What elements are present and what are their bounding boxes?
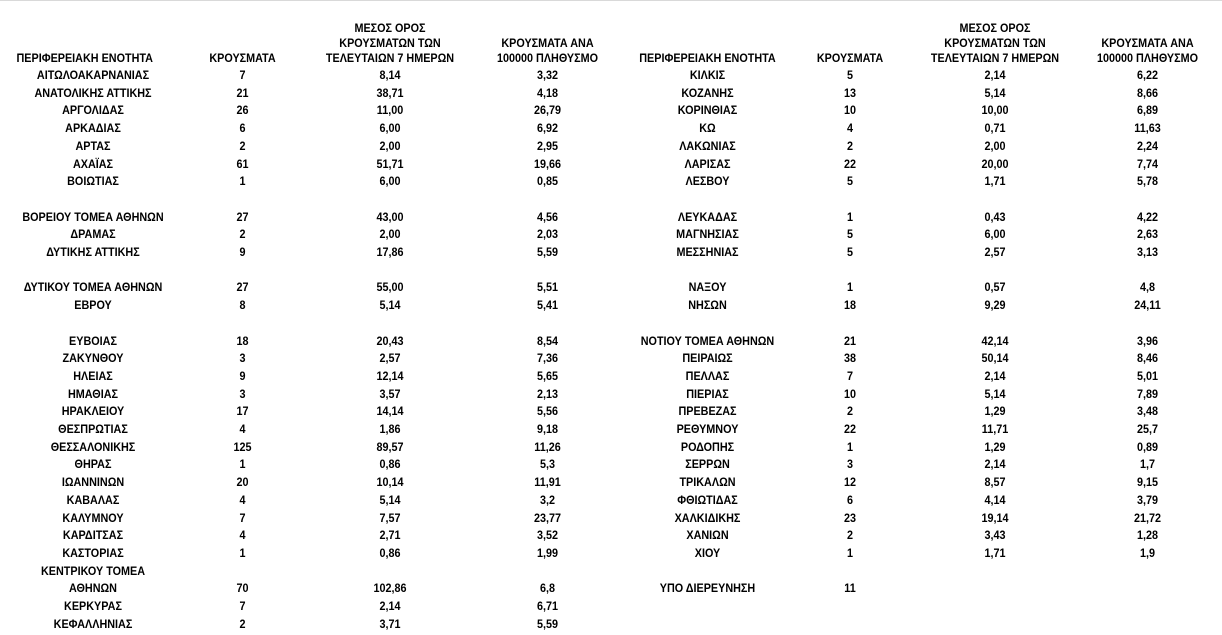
table-cell-avg: 2,71 bbox=[379, 528, 401, 543]
column-header-line: ΜΕΣΟΣ ΟΡΟΣ bbox=[959, 21, 1031, 35]
table-cell-cases: 12 bbox=[843, 475, 857, 490]
table-cell-per100k: 5,41 bbox=[536, 298, 559, 313]
table-cell-avg: 6,00 bbox=[379, 121, 401, 136]
table-cell-cases: 11 bbox=[844, 581, 856, 596]
table-cell-avg: 3,57 bbox=[379, 386, 401, 401]
table-cell-cases: 61 bbox=[236, 156, 249, 171]
table-cell-per100k: 7,74 bbox=[1136, 156, 1159, 171]
table-cell-cases: 18 bbox=[843, 298, 857, 313]
column-header bbox=[17, 0, 170, 66]
column-header bbox=[487, 0, 609, 66]
table-cell-name: ΣΕΡΡΩΝ bbox=[685, 457, 730, 472]
column-header-line: ΚΡΟΥΣΜΑΤΑ bbox=[209, 51, 276, 65]
table-cell-per100k: 3,13 bbox=[1136, 245, 1159, 259]
table-cell-name: ΖΑΚΥΝΘΟΥ bbox=[62, 351, 124, 366]
table-cell-per100k: 8,54 bbox=[536, 333, 559, 348]
table-cell-cases: 2 bbox=[846, 404, 854, 419]
table-cell-name: ΠΡΕΒΕΖΑΣ bbox=[678, 404, 737, 419]
table-cell-avg: 17,86 bbox=[376, 245, 404, 259]
column-header bbox=[805, 0, 895, 66]
table-cell-name: ΘΕΣΣΑΛΟΝΙΚΗΣ bbox=[50, 439, 136, 454]
table-cell-cases: 8 bbox=[239, 298, 246, 313]
table-cell-cases: 1 bbox=[239, 457, 246, 472]
table-cell-name: ΠΕΛΛΑΣ bbox=[685, 368, 730, 383]
table-cell-per100k: 21,72 bbox=[1133, 510, 1162, 525]
table-cell-avg: 7,57 bbox=[379, 510, 401, 525]
table-cell-avg: 1,71 bbox=[984, 545, 1006, 560]
table-cell-avg: 89,57 bbox=[376, 439, 404, 454]
table-cell-avg: 0,86 bbox=[379, 545, 401, 560]
table-cell-cases: 4 bbox=[239, 422, 246, 436]
table-cell-cases: 10 bbox=[843, 386, 857, 401]
table-cell-cases: 1 bbox=[239, 174, 246, 189]
table-cell-avg: 55,00 bbox=[376, 280, 404, 295]
table-cell-name: ΛΕΣΒΟΥ bbox=[685, 174, 730, 189]
table-cell-cases: 1 bbox=[846, 545, 854, 560]
table-cell-cases: 2 bbox=[239, 227, 246, 242]
table-cell-per100k: 3,48 bbox=[1136, 404, 1159, 419]
table-cell-name: ΛΑΚΩΝΙΑΣ bbox=[679, 138, 736, 153]
table-cell-name: ΘΕΣΠΡΩΤΙΑΣ bbox=[58, 422, 128, 436]
table-cell-name: ΑΧΑΪΑΣ bbox=[72, 156, 114, 171]
table-cell-avg: 1,29 bbox=[984, 404, 1006, 419]
table-cell-per100k: 1,9 bbox=[1139, 545, 1156, 560]
table-cell-name: ΚΕΡΚΥΡΑΣ bbox=[64, 599, 122, 613]
table-cell-cases: 38 bbox=[843, 351, 857, 366]
table-cell-cases: 27 bbox=[236, 280, 249, 295]
table-cell-per100k: 7,89 bbox=[1136, 386, 1159, 401]
table-cell-avg: 10,14 bbox=[376, 475, 404, 490]
table-cell-per100k: 6,89 bbox=[1136, 103, 1159, 118]
table-cell-per100k: 23,77 bbox=[533, 510, 562, 525]
table-cell-cases: 1 bbox=[239, 545, 246, 560]
table-cell-per100k: 5,78 bbox=[1136, 174, 1159, 189]
table-cell-name: ΚΑΡΔΙΤΣΑΣ bbox=[62, 528, 124, 543]
table-cell-per100k: 25,7 bbox=[1136, 422, 1159, 436]
column-header-line: ΤΕΛΕΥΤΑΙΩΝ 7 ΗΜΕΡΩΝ bbox=[325, 51, 455, 65]
table-cell-cases: 5 bbox=[846, 68, 854, 82]
table-cell-per100k: 5,56 bbox=[536, 404, 559, 419]
table-cell-name: ΑΝΑΤΟΛΙΚΗΣ ΑΤΤΙΚΗΣ bbox=[34, 85, 152, 100]
table-cell-per100k: 2,03 bbox=[536, 227, 559, 242]
table-cell-avg: 19,14 bbox=[981, 510, 1009, 525]
table-cell-per100k: 8,66 bbox=[1136, 85, 1159, 100]
table-cell-name: ΧΙΟΥ bbox=[694, 545, 721, 560]
table-cell-avg: 1,29 bbox=[984, 439, 1006, 454]
table-cell-name: ΘΗΡΑΣ bbox=[74, 457, 112, 472]
table-cell-per100k: 5,65 bbox=[536, 368, 559, 383]
table-cell-avg: 2,14 bbox=[379, 599, 401, 613]
table-cell-cases: 4 bbox=[239, 528, 246, 543]
column-header-line: ΜΕΣΟΣ ΟΡΟΣ bbox=[354, 21, 426, 35]
table-cell-per100k: 19,66 bbox=[533, 156, 562, 171]
table-cell-cases: 2 bbox=[239, 616, 246, 631]
table-cell-avg: 2,00 bbox=[379, 227, 401, 242]
table-cell-cases: 17 bbox=[236, 404, 249, 419]
table-cell-name: ΑΙΤΩΛΟΑΚΑΡΝΑΝΙΑΣ bbox=[36, 68, 150, 82]
table-cell-per100k: 4,18 bbox=[536, 85, 559, 100]
table-cell-name: ΕΒΡΟΥ bbox=[74, 298, 112, 313]
table-cell-name: ΥΠΟ ΔΙΕΡΕΥΝΗΣΗ bbox=[659, 581, 756, 596]
table-cell-cases: 70 bbox=[236, 581, 249, 596]
table-cell-avg: 2,57 bbox=[984, 245, 1006, 259]
table-cell-cases: 22 bbox=[843, 422, 857, 436]
column-header bbox=[200, 0, 286, 66]
table-cell-name: ΧΑΛΚΙΔΙΚΗΣ bbox=[674, 510, 741, 525]
table-cell-name: ΦΘΙΩΤΙΔΑΣ bbox=[677, 492, 738, 507]
table-cell-avg: 43,00 bbox=[376, 209, 404, 224]
table-cell-per100k: 3,32 bbox=[536, 68, 559, 82]
table-cell-avg: 8,57 bbox=[984, 475, 1006, 490]
table-cell-per100k: 24,11 bbox=[1134, 298, 1161, 313]
table-cell-per100k: 1,28 bbox=[1136, 528, 1159, 543]
table-cell-avg: 0,43 bbox=[984, 209, 1006, 224]
table-cell-avg: 2,14 bbox=[984, 368, 1006, 383]
table-cell-name: ΝΗΣΩΝ bbox=[688, 298, 727, 313]
column-header bbox=[629, 0, 787, 66]
table-cell-avg: 3,43 bbox=[984, 528, 1006, 543]
table-cell-per100k: 7,36 bbox=[536, 351, 559, 366]
table-cell-name: ΑΡΤΑΣ bbox=[75, 138, 111, 153]
table-cell-avg: 2,00 bbox=[379, 138, 401, 153]
table-cell-name: ΗΛΕΙΑΣ bbox=[73, 368, 113, 383]
table-cell-cases: 22 bbox=[843, 156, 857, 171]
table-cell-avg: 0,57 bbox=[984, 280, 1006, 295]
table-cell-cases: 5 bbox=[846, 245, 854, 259]
table-cell-cases: 1 bbox=[846, 209, 854, 224]
table-cell-cases: 7 bbox=[239, 510, 246, 525]
table-cell-cases: 9 bbox=[239, 245, 246, 259]
table-cell-avg: 2,57 bbox=[379, 351, 401, 366]
table-cell-per100k: 0,89 bbox=[1136, 439, 1159, 454]
column-header-line: ΚΡΟΥΣΜΑΤΑ ΑΝΑ bbox=[501, 36, 594, 50]
table-cell-per100k: 6,92 bbox=[536, 121, 559, 136]
table-cell-name: ΚΕΝΤΡΙΚΟΥ ΤΟΜΕΑ bbox=[40, 563, 146, 578]
table-cell-name: ΔΥΤΙΚΗΣ ΑΤΤΙΚΗΣ bbox=[46, 245, 140, 259]
table-cell-avg: 4,14 bbox=[984, 492, 1006, 507]
table-cell-per100k: 2,63 bbox=[1136, 227, 1159, 242]
table-cell-per100k: 5,3 bbox=[539, 457, 556, 472]
table-cell-cases: 6 bbox=[846, 492, 854, 507]
table-cell-per100k: 2,13 bbox=[536, 386, 559, 401]
table-cell-avg: 50,14 bbox=[981, 351, 1009, 366]
table-cell-name: ΚΕΦΑΛΛΗΝΙΑΣ bbox=[53, 616, 133, 631]
table-cell-name: ΡΟΔΟΠΗΣ bbox=[680, 439, 735, 454]
table-cell-avg: 2,00 bbox=[984, 138, 1006, 153]
table-cell-per100k: 5,51 bbox=[536, 280, 559, 295]
table-cell-name: ΑΡΓΟΛΙΔΑΣ bbox=[62, 103, 124, 118]
table-cell-per100k: 4,22 bbox=[1136, 209, 1159, 224]
table-cell-name: ΚΩ bbox=[699, 121, 716, 136]
table-cell-cases: 20 bbox=[236, 475, 249, 490]
table-cell-cases: 2 bbox=[846, 138, 854, 153]
table-cell-per100k: 0,85 bbox=[536, 174, 559, 189]
table-cell-cases: 5 bbox=[846, 174, 854, 189]
table-cell-avg: 12,14 bbox=[376, 368, 404, 383]
column-header bbox=[323, 0, 458, 66]
table-cell-cases: 7 bbox=[239, 599, 246, 613]
table-cell-cases: 1 bbox=[846, 280, 854, 295]
table-cell-per100k: 5,59 bbox=[536, 245, 559, 259]
table-cell-per100k: 6,22 bbox=[1136, 68, 1159, 82]
table-cell-avg: 6,00 bbox=[984, 227, 1006, 242]
table-cell-cases: 4 bbox=[846, 121, 854, 136]
table-cell-per100k: 3,2 bbox=[539, 492, 556, 507]
table-cell-avg: 5,14 bbox=[984, 85, 1006, 100]
table-cell-per100k: 11,26 bbox=[534, 439, 561, 454]
table-cell-per100k: 4,56 bbox=[536, 209, 559, 224]
table-cell-name: ΜΑΓΝΗΣΙΑΣ bbox=[676, 227, 739, 242]
table-cell-name: ΛΕΥΚΑΔΑΣ bbox=[677, 209, 738, 224]
column-header bbox=[1087, 0, 1209, 66]
table-cell-cases: 9 bbox=[239, 368, 246, 383]
column-header-line: ΠΕΡΙΦΕΡΕΙΑΚΗ ΕΝΟΤΗΤΑ bbox=[16, 51, 153, 65]
table-cell-cases: 3 bbox=[239, 386, 246, 401]
table-cell-name: ΙΩΑΝΝΙΝΩΝ bbox=[61, 475, 125, 490]
table-cell-per100k: 4,8 bbox=[1139, 280, 1156, 295]
table-cell-name: ΚΑΣΤΟΡΙΑΣ bbox=[62, 545, 124, 560]
table-cell-avg: 14,14 bbox=[376, 404, 404, 419]
table-cell-avg: 6,00 bbox=[379, 174, 401, 189]
column-header-line: ΚΡΟΥΣΜΑΤΑ ΑΝΑ bbox=[1101, 36, 1194, 50]
table-cell-name: ΚΙΛΚΙΣ bbox=[689, 68, 726, 82]
table-cell-per100k: 3,79 bbox=[1136, 492, 1159, 507]
table-cell-cases: 7 bbox=[239, 68, 246, 82]
column-header-line: ΤΕΛΕΥΤΑΙΩΝ 7 ΗΜΕΡΩΝ bbox=[930, 51, 1060, 65]
table-cell-avg: 5,14 bbox=[379, 298, 401, 313]
table-cell-name: ΝΟΤΙΟΥ ΤΟΜΕΑ ΑΘΗΝΩΝ bbox=[640, 333, 775, 348]
table-cell-cases: 13 bbox=[843, 85, 857, 100]
table-cell-per100k: 11,63 bbox=[1134, 121, 1161, 136]
table-cell-cases: 21 bbox=[843, 333, 857, 348]
table-cell-cases: 125 bbox=[233, 439, 252, 454]
table-cell-avg: 1,71 bbox=[984, 174, 1006, 189]
table-cell-name: ΒΟΡΕΙΟΥ ΤΟΜΕΑ ΑΘΗΝΩΝ bbox=[22, 209, 164, 224]
table-cell-name: ΠΙΕΡΙΑΣ bbox=[686, 386, 729, 401]
table-cell-name: ΜΕΣΣΗΝΙΑΣ bbox=[676, 245, 739, 259]
table-cell-name: ΚΟΖΑΝΗΣ bbox=[681, 85, 734, 100]
table-cell-avg: 2,14 bbox=[984, 68, 1006, 82]
table-cell-per100k: 11,91 bbox=[534, 475, 561, 490]
table-cell-avg: 102,86 bbox=[373, 581, 407, 596]
table-cell-per100k: 1,7 bbox=[1139, 457, 1156, 472]
table-cell-per100k: 3,52 bbox=[536, 528, 559, 543]
column-header-line: ΠΕΡΙΦΕΡΕΙΑΚΗ ΕΝΟΤΗΤΑ bbox=[639, 51, 776, 65]
table-cell-per100k: 6,71 bbox=[536, 599, 559, 613]
table-cell-cases: 7 bbox=[846, 368, 854, 383]
table-cell-avg: 2,14 bbox=[984, 457, 1006, 472]
table-cell-per100k: 9,15 bbox=[1136, 475, 1159, 490]
table-cell-avg: 5,14 bbox=[984, 386, 1006, 401]
table-cell-cases: 18 bbox=[236, 333, 249, 348]
table-cell-avg: 42,14 bbox=[981, 333, 1009, 348]
table-cell-per100k: 3,96 bbox=[1136, 333, 1159, 348]
table-cell-name: ΑΡΚΑΔΙΑΣ bbox=[65, 121, 121, 136]
table-cell-avg: 10,00 bbox=[981, 103, 1009, 118]
table-cell-cases: 3 bbox=[846, 457, 854, 472]
table-cell-avg: 20,00 bbox=[981, 156, 1009, 171]
table-cell-name: ΗΜΑΘΙΑΣ bbox=[67, 386, 118, 401]
table-cell-cases: 5 bbox=[846, 227, 854, 242]
table-cell-name: ΒΟΙΩΤΙΑΣ bbox=[67, 174, 119, 189]
table-cell-avg: 20,43 bbox=[376, 333, 404, 348]
column-header-line: 100000 ΠΛΗΘΥΣΜΟ bbox=[1096, 51, 1199, 65]
table-cell-per100k: 1,99 bbox=[536, 545, 559, 560]
table-cell-name: ΔΡΑΜΑΣ bbox=[70, 227, 116, 242]
table-cell-per100k: 5,59 bbox=[536, 616, 559, 631]
table-cell-avg: 38,71 bbox=[376, 85, 404, 100]
column-header-line: ΚΡΟΥΣΜΑΤΩΝ ΤΩΝ bbox=[944, 36, 1046, 50]
table-cell-name: ΚΑΒΑΛΑΣ bbox=[66, 492, 120, 507]
column-header-line: 100000 ΠΛΗΘΥΣΜΟ bbox=[496, 51, 599, 65]
table-cell-avg: 5,14 bbox=[379, 492, 401, 507]
table-cell-per100k: 9,18 bbox=[536, 422, 559, 436]
table-cell-per100k: 26,79 bbox=[533, 103, 562, 118]
table-cell-cases: 27 bbox=[236, 209, 249, 224]
table-cell-per100k: 2,95 bbox=[536, 138, 559, 153]
table-cell-cases: 2 bbox=[239, 138, 246, 153]
table-cell-avg: 1,86 bbox=[379, 422, 401, 436]
table-cell-per100k: 6,8 bbox=[539, 581, 556, 596]
table-cell-avg: 3,71 bbox=[379, 616, 401, 631]
table-cell-name: ΕΥΒΟΙΑΣ bbox=[69, 333, 117, 348]
table-cell-name: ΑΘΗΝΩΝ bbox=[69, 581, 117, 596]
table-cell-cases: 1 bbox=[846, 439, 854, 454]
table-cell-cases: 21 bbox=[236, 85, 249, 100]
column-header bbox=[928, 0, 1063, 66]
table-cell-avg: 9,29 bbox=[984, 298, 1006, 313]
table-cell-avg: 11,00 bbox=[376, 103, 404, 118]
table-cell-cases: 26 bbox=[236, 103, 249, 118]
table-cell-cases: 4 bbox=[239, 492, 246, 507]
table-cell-avg: 51,71 bbox=[376, 156, 404, 171]
table-cell-cases: 6 bbox=[239, 121, 246, 136]
table-cell-cases: 10 bbox=[843, 103, 857, 118]
column-header-line: ΚΡΟΥΣΜΑΤΑ bbox=[816, 51, 884, 65]
table-cell-per100k: 8,46 bbox=[1136, 351, 1159, 366]
table-cell-name: ΧΑΝΙΩΝ bbox=[686, 528, 729, 543]
table-cell-name: ΚΑΛΥΜΝΟΥ bbox=[62, 510, 124, 525]
table-cell-name: ΤΡΙΚΑΛΩΝ bbox=[679, 475, 736, 490]
table-cell-per100k: 5,01 bbox=[1136, 368, 1159, 383]
table-cell-name: ΠΕΙΡΑΙΩΣ bbox=[682, 351, 733, 366]
table-cell-avg: 0,71 bbox=[984, 121, 1006, 136]
table-cell-cases: 3 bbox=[239, 351, 246, 366]
table-cell-name: ΔΥΤΙΚΟΥ ΤΟΜΕΑ ΑΘΗΝΩΝ bbox=[23, 280, 163, 295]
table-cell-name: ΛΑΡΙΣΑΣ bbox=[684, 156, 731, 171]
table-cell-name: ΗΡΑΚΛΕΙΟΥ bbox=[61, 404, 125, 419]
table-cell-name: ΚΟΡΙΝΘΙΑΣ bbox=[677, 103, 738, 118]
table-cell-avg: 11,71 bbox=[981, 422, 1009, 436]
table-cell-name: ΝΑΞΟΥ bbox=[688, 280, 727, 295]
table-cell-cases: 23 bbox=[843, 510, 857, 525]
table-cell-per100k: 2,24 bbox=[1136, 138, 1159, 153]
column-header-line: ΚΡΟΥΣΜΑΤΩΝ ΤΩΝ bbox=[339, 36, 441, 50]
table-cell-avg: 8,14 bbox=[379, 68, 401, 82]
table-cell-avg: 0,86 bbox=[379, 457, 401, 472]
table-cell-name: ΡΕΘΥΜΝΟΥ bbox=[676, 422, 739, 436]
table-cell-cases: 2 bbox=[846, 528, 854, 543]
